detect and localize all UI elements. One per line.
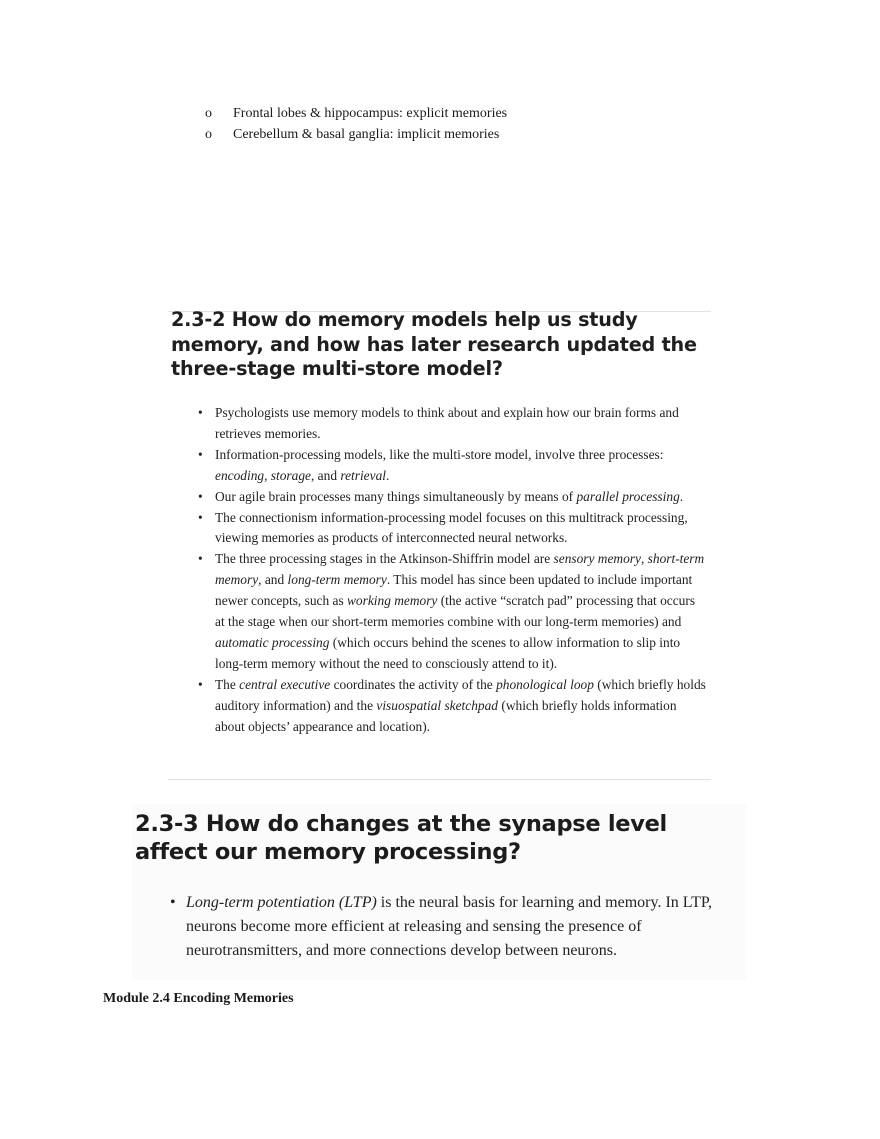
section-2-3-2-card [168, 308, 711, 780]
bullet-icon: • [198, 551, 203, 567]
circle-bullet-icon: o [205, 106, 212, 121]
list-item: • The three processing stages in the Atkinson-Shiffrin model are sensory memory, short-term memory, and long-term memory. This model has since been updated to include important newer concepts, such as working memory (the active “scratch pad” processing that occurs at the stage when our short-term memories combine with our long-term memories) and automatic processing (which occurs behind the scenes to allow information to slip into long-term memory without the need to consciously attend to it). [198, 551, 705, 671]
section-2-3-3-card [132, 804, 746, 980]
list-item: • Information-processing models, like the multi-store model, involve three processes: encoding, storage, and retrieval. [198, 446, 664, 483]
sub-bullet-list [205, 103, 507, 145]
list-item: • Long-term potentiation (LTP) is the neural basis for learning and memory. In LTP, neurons become more efficient at releasing and sensing the presence of neurotransmitters, and more connections develop between neurons. [170, 891, 740, 963]
bullet-icon: • [170, 894, 176, 911]
bullet-icon: • [198, 676, 203, 692]
section-heading: 2.3-2 How do memory models help us study memory, and how has later research updated the three-stage multi-store model? [171, 308, 697, 380]
list-item: o Cerebellum & basal ganglia: implicit memories [205, 124, 507, 145]
list-item: • Our agile brain processes many things simultaneously by means of parallel processing. [198, 487, 708, 508]
bullet-icon: • [198, 488, 203, 504]
list-item: • The connectionism information-processing model focuses on this multitrack processing, viewing memories as products of interconnected neural networks. [198, 509, 688, 546]
circle-bullet-icon: o [205, 127, 212, 142]
list-item: o Frontal lobes & hippocampus: explicit memories [205, 103, 507, 124]
bullet-icon: • [198, 509, 203, 525]
bullet-list [198, 403, 708, 738]
bullet-icon: • [198, 446, 203, 462]
bullet-icon: • [198, 405, 203, 420]
list-item: • The central executive coordinates the activity of the phonological loop (which briefly holds auditory information) and the visuospatial sketchpad (which briefly holds information about objects’ appearance and location). [198, 676, 706, 734]
section-heading: 2.3-3 How do changes at the synapse level affect our memory processing? [135, 811, 667, 865]
module-heading: Module 2.4 Encoding Memories [103, 991, 294, 1006]
bullet-list [170, 891, 740, 963]
list-item: • Psychologists use memory models to think about and explain how our brain forms and retrieves memories. [198, 405, 679, 441]
